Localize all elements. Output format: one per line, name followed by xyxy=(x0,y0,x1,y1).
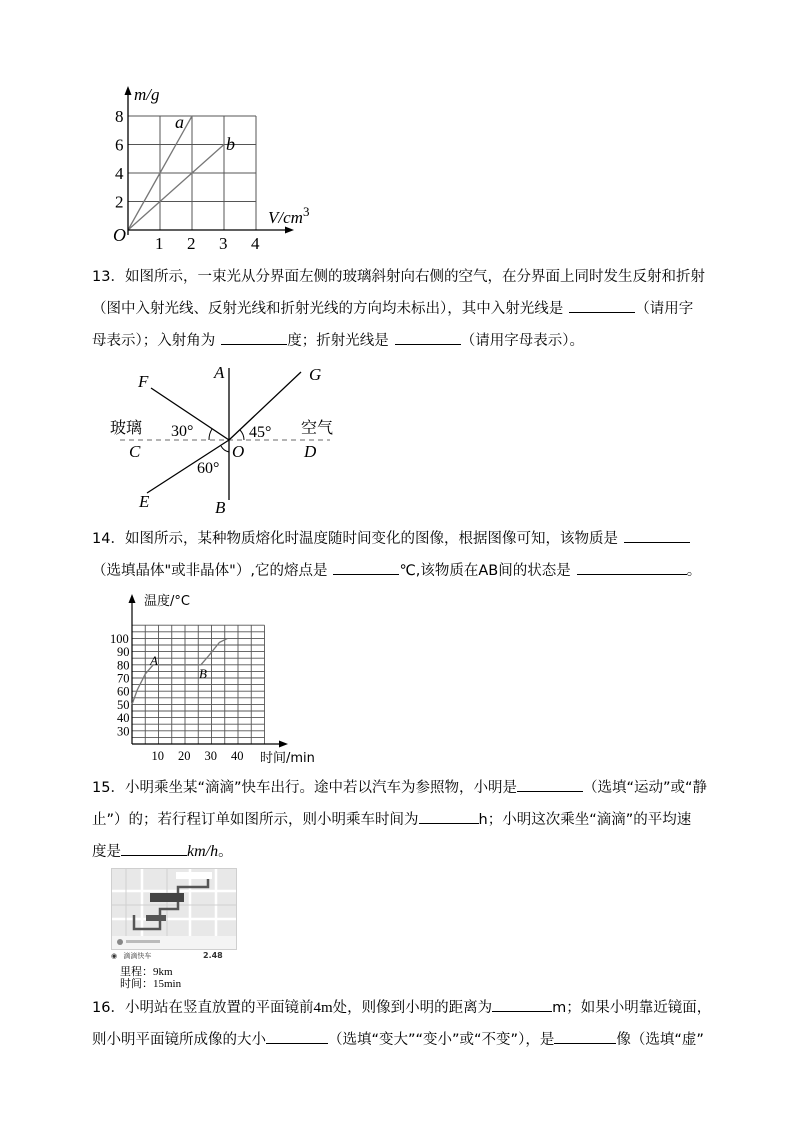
q15-line-1-b: （选填“运动”或“静 xyxy=(582,780,708,796)
mass-volume-chart xyxy=(108,80,328,250)
q16-line-2-c: 像（选填“虚” xyxy=(616,1032,704,1048)
label-g: G xyxy=(309,365,322,384)
q14-line-2-c: 。 xyxy=(686,563,702,579)
q15-line-2-a: 止”）的；若行程订单如图所示，则小明乘车时间为 xyxy=(92,812,419,828)
y-tick-label: 8 xyxy=(115,107,124,126)
mirror-distance: 4m xyxy=(313,1000,333,1016)
melting-point-blank[interactable] xyxy=(333,559,399,575)
x-axis-label: 时间/min xyxy=(260,751,315,766)
x-tick-label: 1 xyxy=(155,234,164,250)
label-b: B xyxy=(215,498,226,517)
light-ray-diagram xyxy=(105,360,355,518)
y-axis-arrow xyxy=(125,86,132,95)
y-axis-label: 温度/°C xyxy=(144,594,190,609)
q14-line-1-text: 14．如图所示，某种物质熔化时温度随时间变化的图像，根据图像可知，该物质是 xyxy=(92,531,618,547)
y-tick-label: 6 xyxy=(115,135,124,155)
speed-unit: km/h xyxy=(187,843,219,860)
x-tick-label: 30 xyxy=(204,749,217,763)
y-tick-label: 4 xyxy=(115,164,124,183)
y-tick-label: 70 xyxy=(117,671,130,686)
image-size-blank[interactable] xyxy=(266,1028,328,1044)
x-axis-arrow xyxy=(279,741,288,748)
refracted-ray-blank[interactable] xyxy=(395,329,461,345)
angle-arc-45 xyxy=(240,430,244,440)
ride-time: 时间：15min xyxy=(120,978,182,990)
y-tick-label: 2 xyxy=(115,192,124,212)
label-e: E xyxy=(139,492,150,511)
q15-line-3-end: 。 xyxy=(218,844,233,860)
map-graphic xyxy=(112,869,236,949)
angle-30-label: 30° xyxy=(171,423,194,440)
x-axis-arrow xyxy=(285,227,294,234)
q15-line-3 xyxy=(92,840,722,863)
line-a-label: a xyxy=(175,112,184,132)
angle-60-label: 60° xyxy=(197,460,220,477)
glass-label: 玻璃 xyxy=(110,418,143,437)
q13-line-3-a: 母表示）；入射角为 xyxy=(92,333,216,349)
x-tick-label: 20 xyxy=(178,749,191,763)
q16-line-1-c: m；如果小明靠近镜面， xyxy=(552,1000,712,1016)
q16-line-2-b: （选填“变大”“变小”或“不变”），是 xyxy=(328,1032,555,1048)
crystal-type-blank[interactable] xyxy=(624,527,690,543)
y-tick-label: 60 xyxy=(117,684,130,699)
y-tick-label: 30 xyxy=(117,724,130,739)
q16-line-1 xyxy=(92,996,722,1019)
y-axis-label: m/g xyxy=(134,85,160,104)
q14-line-2-a: （选填晶体"或非晶体"）,它的熔点是 xyxy=(92,563,328,579)
angle-arc-60 xyxy=(221,446,229,452)
service-tag: 滴滴快车 xyxy=(123,952,152,960)
q16-line-1-a: 16．小明站在竖直放置的平面镜前 xyxy=(92,1000,314,1016)
question-16 xyxy=(92,996,722,1051)
q14-line-2-b: ℃,该物质在AB间的状态是 xyxy=(399,563,571,579)
question-15 xyxy=(92,776,722,863)
angle-arc-30 xyxy=(209,429,212,440)
q15-line-1-a: 15．小明乘坐某“滴滴”快车出行。途中若以汽车为参照物，小明是 xyxy=(92,780,517,796)
x-axis-label-text: V/cm xyxy=(268,208,303,227)
label-a: A xyxy=(214,363,225,382)
x-axis-label-sup: 3 xyxy=(302,204,310,219)
ride-map-screenshot xyxy=(111,868,237,950)
label-f: F xyxy=(138,372,149,391)
air-label: 空气 xyxy=(301,418,334,437)
x-tick-label: 3 xyxy=(219,234,228,250)
y-axis-arrow xyxy=(129,594,136,603)
q14-line-1 xyxy=(92,527,722,550)
q15-line-3-a: 度是 xyxy=(92,844,121,860)
ab-state-blank[interactable] xyxy=(577,559,687,575)
line-b-label: b xyxy=(226,134,235,154)
y-tick-label: 80 xyxy=(117,658,130,673)
label-d: D xyxy=(304,442,317,461)
x-axis-label xyxy=(268,204,309,227)
y-tick-label: 90 xyxy=(117,645,130,660)
q16-line-2 xyxy=(92,1028,722,1051)
q13-line-3-c: （请用字母表示）。 xyxy=(460,333,584,349)
q16-line-1-b: 处，则像到小明的距离为 xyxy=(332,1000,493,1016)
x-tick-label: 4 xyxy=(251,234,260,250)
q13-line-1: 13．如图所示，一束光从分界面左侧的玻璃斜射向右侧的空气，在分界面上同时发生反射和折射 xyxy=(92,269,705,285)
incident-ray-blank[interactable] xyxy=(569,297,635,313)
q15-line-2-b: h；小明这次乘坐“滴滴”的平均速 xyxy=(478,812,692,828)
q13-line-3 xyxy=(92,329,722,352)
y-tick-label: 100 xyxy=(110,631,129,646)
point-a-label: A xyxy=(150,653,158,668)
melting-curve-chart xyxy=(110,590,325,766)
taxi-icon: ◉ xyxy=(111,952,118,960)
label-c: C xyxy=(129,442,141,461)
question-14 xyxy=(92,527,722,582)
series-line-b xyxy=(128,145,224,231)
ride-info xyxy=(120,966,181,990)
x-tick-label: 40 xyxy=(231,749,244,763)
y-tick-label: 50 xyxy=(117,697,130,712)
q16-line-2-a: 则小明平面镜所成像的大小 xyxy=(92,1032,266,1048)
average-speed-blank[interactable] xyxy=(121,840,187,856)
q14-line-2 xyxy=(92,559,722,582)
q13-line-2-end: （请用字 xyxy=(635,301,694,317)
q13-line-2-text: （图中入射光线、反射光线和折射光线的方向均未标出），其中入射光线是 xyxy=(92,301,564,317)
q15-line-1 xyxy=(92,776,722,799)
question-13 xyxy=(92,266,722,352)
label-o: O xyxy=(232,442,245,461)
x-tick-label: 10 xyxy=(151,749,164,763)
origin-label: O xyxy=(113,225,126,245)
ride-time-blank[interactable] xyxy=(419,808,479,824)
y-tick-label: 40 xyxy=(117,711,130,726)
motion-state-blank[interactable] xyxy=(517,776,583,792)
image-distance-blank[interactable] xyxy=(492,996,552,1012)
x-tick-label: 2 xyxy=(187,234,196,250)
point-b-label: B xyxy=(199,666,207,681)
q13-line-3-b: 度；折射光线是 xyxy=(287,333,389,349)
fare-amount: 2.48 xyxy=(203,951,223,960)
image-type-blank[interactable] xyxy=(554,1028,616,1044)
incident-angle-blank[interactable] xyxy=(221,329,287,345)
q13-line-2 xyxy=(92,297,722,320)
map-bottom-bar xyxy=(111,950,235,962)
ride-distance: 里程：9km xyxy=(120,966,173,978)
angle-45-label: 45° xyxy=(249,424,272,441)
q15-line-2 xyxy=(92,808,722,831)
